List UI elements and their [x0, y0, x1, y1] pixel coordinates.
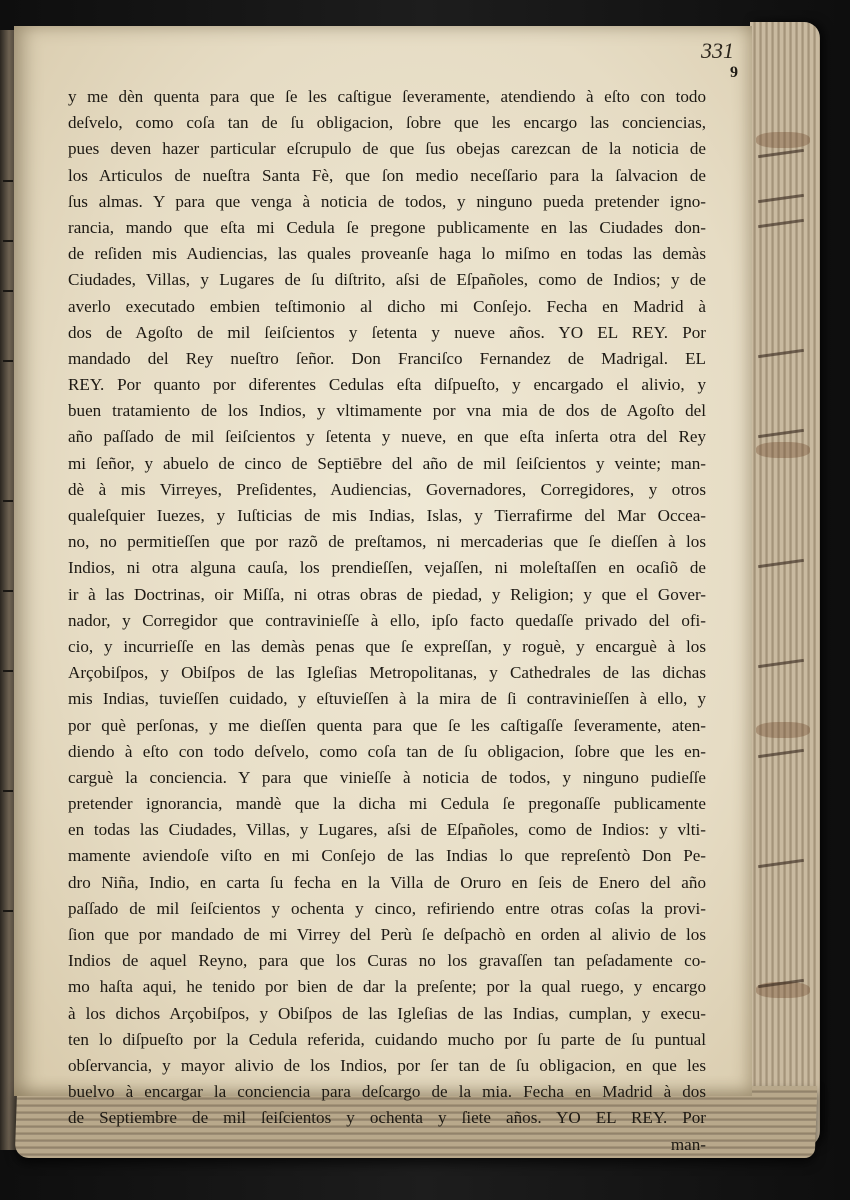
text-line: dos de Agoſto de mil ſeiſcientos y ſetenta y nueve años. YO EL REY. Por — [68, 322, 706, 342]
text-line: año paſſado de mil ſeiſcientos y ſetenta y nueve, en que eſta inſerta otra del Rey — [68, 427, 706, 447]
folio-number: 331 — [701, 38, 734, 63]
text-line: no, no permitieſſen que por razõ de preſtamos, ni mercaderias que ſe dieſſen à los — [68, 532, 706, 552]
text-line: averlo executado embien teſtimonio al dicho mi Conſejo. Fecha en Madrid à — [68, 296, 706, 316]
text-line: mi ſeñor, y abuelo de cinco de Septiēbre del año de mil ſeiſcientos y veinte; man- — [68, 453, 706, 473]
text-line: REY. Por quanto por diferentes Cedulas eſta diſpueſto, y encargado el alivio, y — [68, 375, 706, 395]
text-line: Indios de aquel Reyno, para que los Curas no los gravaſſen tan peſadamente co- — [68, 951, 706, 971]
text-line: de Septiembre de mil ſeiſcientos y ochenta y ſiete años. YO EL REY. Por — [68, 1108, 706, 1128]
text-line: Indios, ni otra alguna cauſa, los prendieſſen, vejaſſen, ni moleſtaſſen en ocaſiõ de — [68, 558, 706, 578]
book-fore-edge — [750, 22, 820, 1147]
text-line: pues deven hazer particular eſcrupulo de que ſus obejas carezcan de la noticia de — [68, 139, 706, 159]
text-line: diendo à eſto con todo deſvelo, como coſa tan de ſu obligacion, ſobre que les en- — [68, 741, 706, 761]
text-line: carguè la conciencia. Y para que vinieſſe à noticia de todos, y ninguno pudieſſe — [68, 767, 706, 787]
text-line: Arçobiſpos, y Obiſpos de las Igleſias Metropolitanas, y Cathedrales de las dichas — [68, 663, 706, 683]
printed-page — [14, 26, 752, 1154]
text-line: en todas las Ciudades, Villas, y Lugares, aſsi de Eſpañoles, como de Indios: y vlti- — [68, 820, 706, 840]
text-line: obſervancia, y mayor alivio de los Indios, por ſer tan de ſu obligacion, en que les — [68, 1055, 706, 1075]
text-line: ſus almas. Y para que venga à noticia de todos, y ninguno pueda pretender igno- — [68, 191, 706, 211]
text-line: mandado del Rey nueſtro ſeñor. Don Franciſco Fernandez de Madrigal. EL — [68, 348, 706, 368]
text-line: de reſiden mis Audiencias, las quales proveanſe haga lo miſmo en todas las demàs — [68, 244, 706, 264]
text-line: ir à las Doctrinas, oir Miſſa, ni otras obras de piedad, y Religion; y que el Gover- — [68, 584, 706, 604]
text-line: pretender ignorancia, mandè que la dicha mi Cedula ſe pregonaſſe publicamente — [68, 794, 706, 814]
text-line: buelvo à encargar la conciencia para deſcargo de la mia. Fecha en Madrid à dos — [68, 1082, 706, 1102]
text-line: cio, y incurrieſſe en las demàs penas que ſe expreſſan, y roguè, y encarguè à los — [68, 636, 706, 656]
text-line: qualeſquier Iuezes, y Iuſticias de mis Indias, Islas, y Tierrafirme del Mar Occea- — [68, 506, 706, 525]
text-line: y me dèn quenta para que ſe les caſtigue ſeveramente, atendiendo à eſto con todo — [68, 87, 706, 106]
text-line: nador, y Corregidor que contravinieſſe à ello, ipſo facto quedaſſe privado del ofi- — [68, 610, 706, 630]
text-line: dè à mis Virreyes, Preſidentes, Audiencias, Governadores, Corregidores, y otros — [68, 479, 706, 499]
text-line: ſion que por mandado de mi Virrey del Perù ſe deſpachò en orden al alivio de los — [68, 925, 706, 944]
text-line: Ciudades, Villas, y Lugares de ſu diſtrito, aſsi de Eſpañoles, como de Indios; y de — [68, 270, 706, 290]
text-line: ten lo diſpueſto por la Cedula referida, cuidando mucho por ſu parte de ſu puntual — [68, 1029, 706, 1049]
text-line: dro Niña, Indio, en carta ſu fecha en la Villa de Oruro en ſeis de Enero del año — [68, 872, 706, 892]
text-line: rancia, mando que eſta mi Cedula ſe pregone publicamente en las Ciudades don- — [68, 217, 706, 237]
text-line: à los dichos Arçobiſpos, y Obiſpos de las Igleſias de las Indias, cumplan, y execu- — [68, 1003, 706, 1023]
text-line: paſſado de mil ſeiſcientos y ochenta y cinco, refiriendo entre otras coſas la provi- — [68, 898, 706, 918]
text-line: buen tratamiento de los Indios, y vltimamente por vna mia de dos de Agoſto del — [68, 401, 706, 421]
catchword: man- — [670, 1134, 706, 1154]
text-line: los Articulos de nueſtra Santa Fè, que ſon medio neceſſario para la ſalvacion de — [68, 165, 706, 185]
body-text — [68, 84, 706, 1158]
text-line: mo haſta aqui, he tenido por bien de dar la preſente; por la qual ruego, y encargo — [68, 977, 706, 997]
text-line: mamente aviendoſe viſto en mi Conſejo de las Indias lo que repreſentò Don Pe- — [68, 846, 706, 866]
text-line: deſvelo, como coſa tan de ſu obligacion, ſobre que les encargo las conciencias, — [68, 113, 706, 133]
text-line: por què perſonas, y me dieſſen quenta para que ſe les caſtigaſſe ſeveramente, aten- — [68, 715, 706, 735]
text-line: mis Indias, tuvieſſen cuidado, y eſtuvieſſen à la mira de ſi contravinieſſen à ello, y — [68, 689, 706, 709]
signature-mark: 9 — [730, 64, 738, 81]
